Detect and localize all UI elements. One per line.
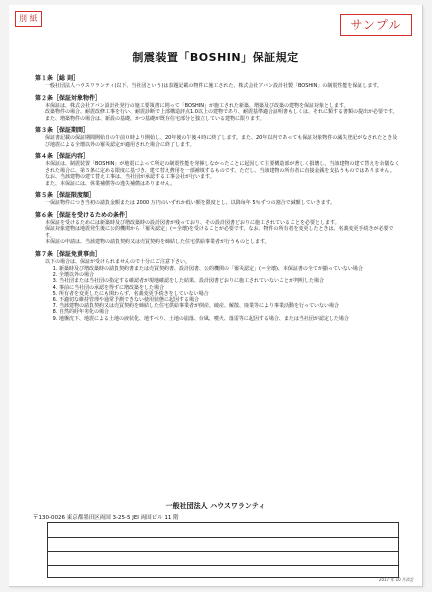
exemption-item: 2. 全壊以外の場合 xyxy=(59,272,402,278)
article-heading: 第７条［保証免責事由］ xyxy=(35,250,102,258)
document-title: 制震装置「BOSHIN」保証規定 xyxy=(132,51,299,64)
sample-stamp: サンプル xyxy=(340,14,412,36)
exemption-item: 7. 当該建物の請負契約又は売買契約を締結した住宅供給事業者が倒産、破産、解散、廃業等により事業活動を行っていない場合 xyxy=(59,303,402,309)
issuer-name: 一般社団法人 ハウスワランティ xyxy=(165,502,266,510)
article-paragraph: また、増築物件の場合は、新設の基礎、かつ基礎が既存住宅部分と独立している建物に限ります。 xyxy=(45,115,265,122)
attachment-label: 別 紙 xyxy=(15,11,42,27)
article-text xyxy=(45,161,402,187)
article-5 xyxy=(35,192,402,207)
article-heading: 第５条［保証限度額］ xyxy=(35,192,96,199)
article-1 xyxy=(35,75,402,90)
articles-section xyxy=(35,75,402,327)
article-heading: 第２条［保証対象物件］ xyxy=(35,94,102,102)
document-page xyxy=(9,5,423,587)
issuer-address: 〒130-0026 東京都墨田区両国 3-25-5 JEI 両国ビル 11 階 xyxy=(33,515,179,521)
exemption-list xyxy=(59,266,402,322)
article-heading: 第１条［総 則］ xyxy=(35,75,80,82)
article-heading: 第４条［保証内容］ xyxy=(35,153,90,160)
article-text xyxy=(45,259,402,322)
article-text xyxy=(45,83,402,90)
article-text xyxy=(45,200,402,207)
notes-box xyxy=(47,522,399,578)
exemption-item: 3. 当社団または当社団の指定する確認者が現地確認をした結果、設計図書どおりに施工されていないことが判明した場合 xyxy=(59,278,402,284)
exemption-item: 1. 新築時及び増改築時の請負契約書または売買契約書、設計図書、公的機関の「罹災認定」(＝全壊)、本保証書の全てが揃っていない場合 xyxy=(59,266,402,272)
article-heading: 第３条［保証期間］ xyxy=(35,127,90,134)
article-heading: 第６条［保証を受けるための条件］ xyxy=(35,211,132,219)
article-paragraph: 本保証は、株式会社アバン設計社発行の施工要領書に則って「BOSHIN」が施工された新築、増築及び改築の建物を保証対象とします。 xyxy=(45,102,349,109)
article-paragraph: 本保証の申請は、当該建物の請負契約又は売買契約を締結した住宅供給事業者が行うものとします。 xyxy=(45,239,270,245)
article-text xyxy=(45,103,402,123)
article-paragraph: 以下の場合は、保証が受けられませんので十分にご注意下さい。 xyxy=(45,258,191,265)
article-paragraph: 改築物件の場合、耐震改修工事を行い、耐震診断で上部構造評点1.0以上の建物であり、耐震基準適合証明書もしくは、それに類する書類の提出が必要です。 xyxy=(45,109,398,115)
notes-line xyxy=(48,565,398,566)
notes-line xyxy=(48,537,398,538)
exemption-item: 9. 地盤沈下、地震による土地の液状化、地すべり、土地の崩落、台風、噴火、落雷等に起因する場合、または当社団が認定した場合 xyxy=(59,316,402,322)
article-3 xyxy=(35,127,402,148)
exemption-item: 8. 自然的経年劣化の場合 xyxy=(59,309,402,315)
article-paragraph: 保証対象建物は地震発生後に公的機関から「罹災認定」(＝全壊)を受けることが必要です。なお、物件の所有者を変更したときは、名義変更手続きが必要です。 xyxy=(45,226,394,239)
article-text xyxy=(45,135,402,148)
article-paragraph: なお、当該建物の建て替え工事は、当社団が承認する工事会社が行います。 xyxy=(45,174,215,180)
exemption-item: 4. 事前に当社団の承認を得ずに増改築をした場合 xyxy=(59,285,402,291)
exemption-item: 6. 不適切な維持管理や通常予測できない使用状態に起因する場合 xyxy=(59,297,402,303)
article-4 xyxy=(35,153,402,187)
notes-line xyxy=(48,551,398,552)
article-text xyxy=(45,220,402,246)
article-paragraph: 本保証は、制震装置「BOSHIN」が地震によって所定の制震性能を発揮しなかったことに起因して主要構造部が著しく損壊し、当該建物の建て替えを余儀なくされた場合に、第５条に定める限度に基づき、建て替え費用を一部補填するものです。ただし、当該建物の所有者に直接金銭を支払うものではありません。 xyxy=(45,161,400,174)
article-6 xyxy=(35,212,402,246)
article-paragraph: 本保証を受けるためには新築時及び増改築時の設計図書が残っており、その設計図書どおりに施工されていることを必要とします。 xyxy=(45,219,340,226)
article-paragraph: 保証書記載の保証期間開始日の午前０時より開始し、20年後の午後４時に終了します。また、20年以内であっても保証対象物件の滅失登記がなされたとき及び地震による全壊以外の罹災認定が適用された場合に終了します。 xyxy=(45,135,398,148)
revision-date: 2017 年 10 月改訂 xyxy=(378,577,414,582)
article-paragraph: また、本保証には、休業補償等の逸失補償はありません。 xyxy=(45,180,176,187)
article-paragraph: 一保証物件につき当初の請負金額または 2000 万円のいずれか低い額を限度とし、以降毎年 5％ずつの割合で減額していきます。 xyxy=(45,200,336,206)
article-paragraph: 一般社団法人ハウスワランティ(以下、当社団という)は表題記載の物件に施工された、株式会社アバン設計社製「BOSHIN」の制震性能を保証します。 xyxy=(45,83,382,89)
article-7 xyxy=(35,251,402,322)
article-2 xyxy=(35,95,402,123)
exemption-item: 5. 所有者を変更したにも関わらず、名義変更手続きをしていない場合 xyxy=(59,291,402,297)
